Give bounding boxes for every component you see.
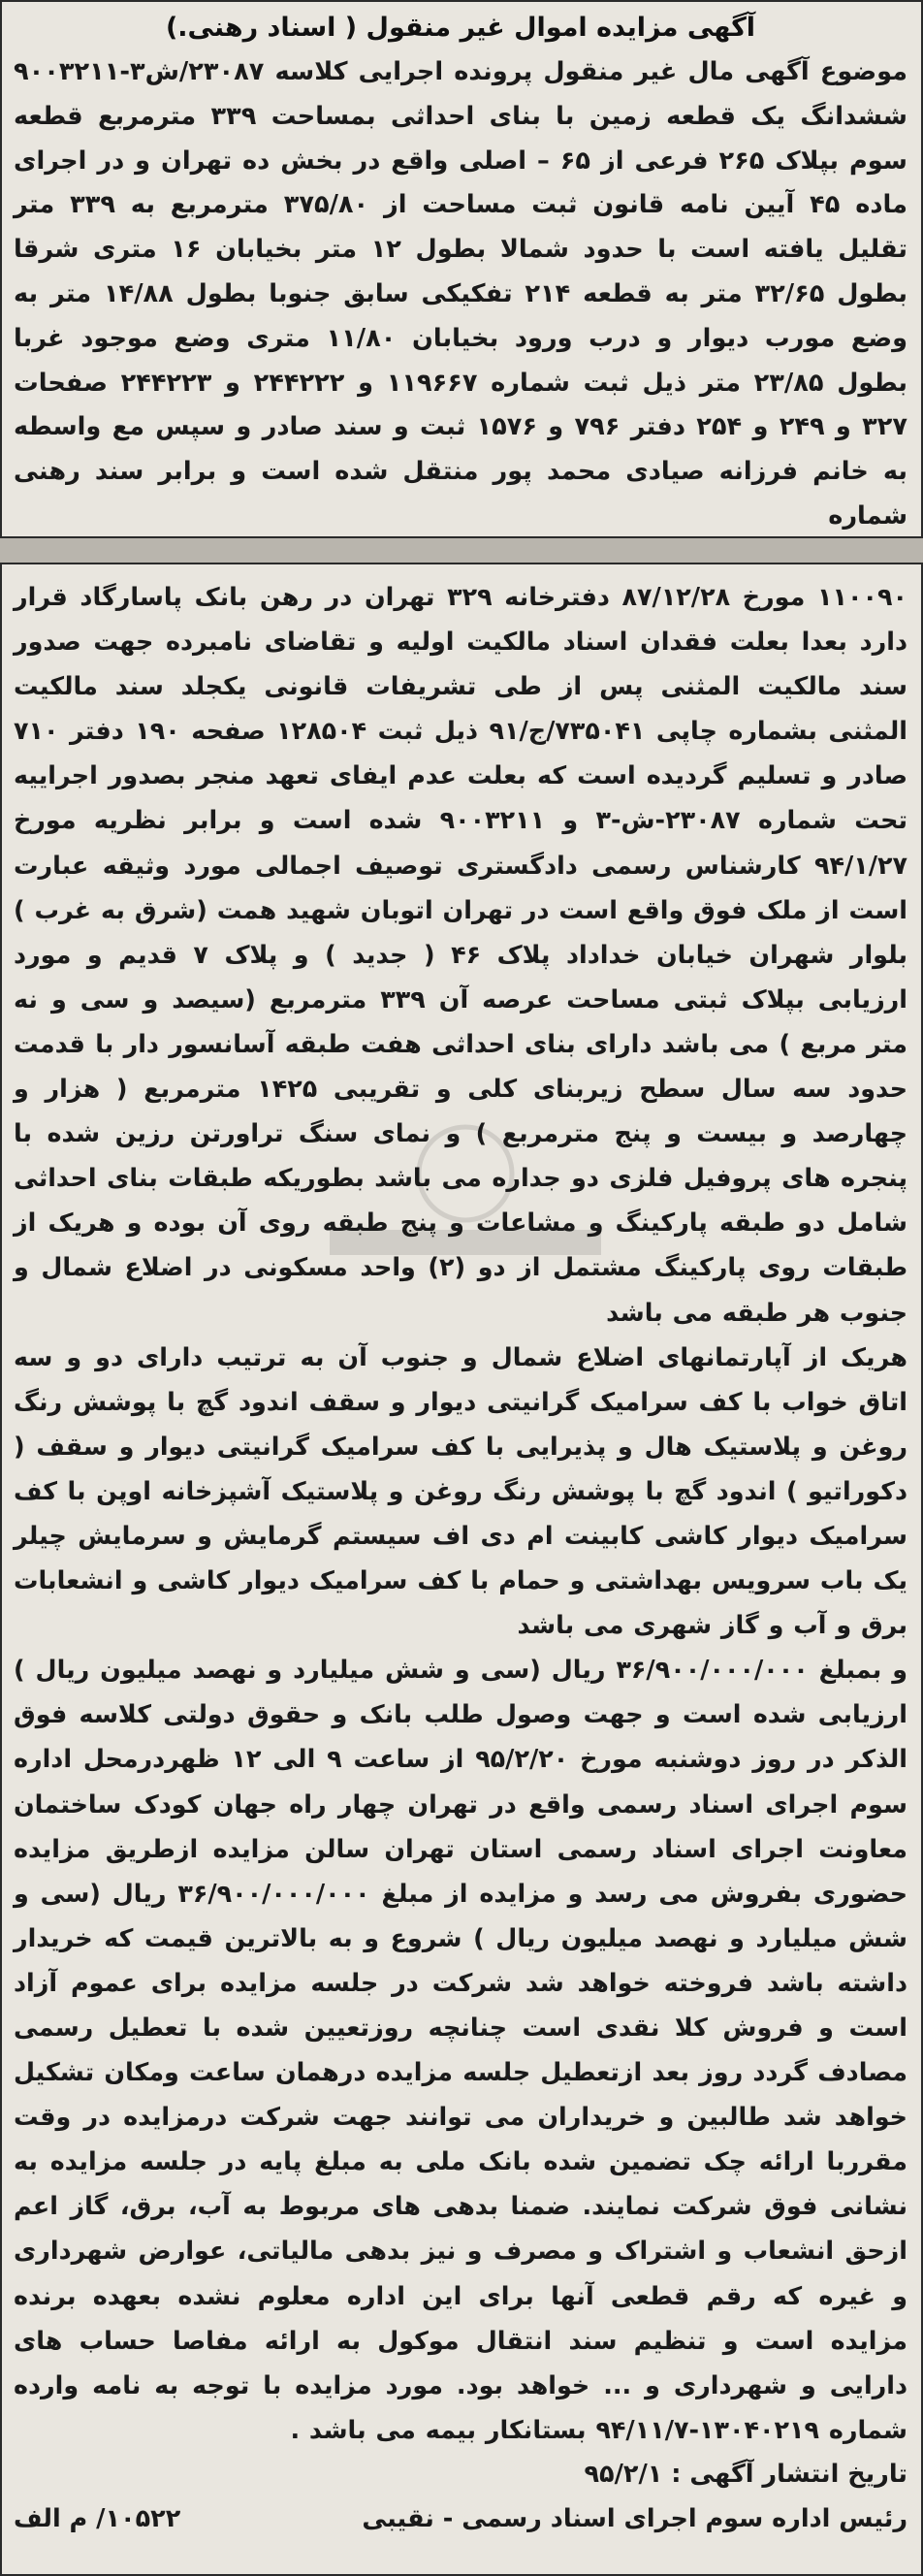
clip-separator: [0, 538, 923, 563]
notice-clip-bottom: [0, 563, 923, 2576]
notice-code: ۱۰۵۲۲/ م الف: [14, 2503, 181, 2533]
notice-title: آگهی مزایده اموال غیر منقول ( اسناد رهنی.): [165, 13, 756, 43]
notice-paragraph-subject: موضوع آگهی مال غیر منقول پرونده اجرایی کلاسه ۲۳۰۸۷/ش۳-۹۰۰۳۲۱۱ ششدانگ یک قطعه زمین با بنای احداثی بمساحت ۳۳۹ مترمربع قطعه سوم بپلاک ۲۶۵ فرعی از ۶۵ – اصلی واقع در بخش ده تهران و در اجرای ماده ۴۵ آیین نامه قانون ثبت مساحت از ۳۷۵/۸۰ مترمربع به ۳۳۹ متر تقلیل یافته است با حدود شمالا بطول ۱۲ متر بخیابان ۱۶ متری شرقا بطول ۳۲/۶۵ متر به قطعه ۲۱۴ تفکیکی سابق جنوبا بطول ۱۴/۸۸ متر به وضع مورب دیوار و درب ورود بخیابان ۱۱/۸۰ متری وضع موجود غربا بطول ۲۳/۸۵ متر ذیل ثبت شماره ۱۱۹۶۶۷ و ۲۴۴۲۲۲ و ۲۴۴۲۲۳ صفحات ۳۲۷ و ۲۴۹ و ۲۵۴ دفتر ۷۹۶ و ۱۵۷۶ ثبت و سند صادر و سپس مع واسطه به خانم فرزانه صیادی محمد پور منتقل شده است و برابر سند رهنی شماره: [14, 57, 908, 531]
notice-paragraph-mortgage: ۱۱۰۰۹۰ مورخ ۸۷/۱۲/۲۸ دفترخانه ۳۲۹ تهران در رهن بانک پاسارگاد قرار دارد بعدا بعلت فقدان اسناد مالکیت اولیه و تقاضای نامبرده جهت صدور سند مالکیت المثنی پس از طی تشریفات قانونی یکجلد سند مالکیت المثنی بشماره چاپی ۷۳۵۰۴۱/ج/۹۱ ذیل ثبت ۱۲۸۵۰۴ صفحه ۱۹۰ دفتر ۷۱۰ صادر و تسلیم گردیده است که بعلت عدم ایفای تعهد منجر بصدور اجراییه تحت شماره ۲۳۰۸۷-ش-۳ و ۹۰۰۳۲۱۱ شده است و برابر نظریه مورخ ۹۴/۱/۲۷ کارشناس رسمی دادگستری توصیف اجمالی مورد وثیقه عبارت است از ملک فوق واقع است در تهران اتوبان شهید همت (شرق به غرب ) بلوار شهران خیابان خداداد پلاک ۴۶ ( جدید ) و پلاک ۷ قدیم و مورد ارزیابی بپلاک ثبتی مساحت عرصه آن ۳۳۹ مترمربع (سیصد و سی و نه متر مربع ) می باشد دارای بنای احداثی هفت طبقه آسانسور دار با قدمت حدود سه سال سطح زیربنای کلی و تقریبی ۱۴۲۵ مترمربع ( هزار و چهارصد و بیست و پنج مترمربع ) و نمای سنگ تراورتن رزین شده با پنجره های پروفیل فلزی دو جداره می باشد بطوریکه طبقات بنای احداثی شامل دو طبقه پارکینگ و مشاعات و پنج طبقه روی آن بوده و هریک از طبقات روی پارکینگ مشتمل از دو (۲) واحد مسکونی در اضلاع شمال و جنوب هر طبقه می باشد: [14, 582, 908, 1327]
publish-date-row: [14, 2452, 907, 2496]
signer-name: رئیس اداره سوم اجرای اسناد رسمی - نقیبی: [362, 2503, 907, 2533]
notice-paragraph-apartments: هریک از آپارتمانهای اضلاع شمال و جنوب آن به ترتیب دارای دو و سه اتاق خواب با کف سرامیک گرانیتی دیوار و سقف اندود گچ با پوشش رنگ روغن و پلاستیک هال و پذیرایی با کف سرامیک گرانیتی دیوار و سقف ( دکوراتیو ) اندود گچ با پوشش رنگ روغن و پلاستیک آشپزخانه اوپن با کف سرامیک دیوار کاشی کابینت ام دی اف سیستم گرمایش و سرمایش چیلر یک باب سرویس بهداشتی و حمام با کف سرامیک دیوار کاشی و انشعابات برق و آب و گاز شهری می باشد: [14, 1341, 907, 1640]
signature-row: [14, 2496, 907, 2541]
notice-clip-top: [0, 0, 923, 538]
publish-date: تاریخ انتشار آگهی : ۹۵/۲/۱: [584, 2459, 907, 2489]
notice-paragraph-auction: و بمبلغ ۳۶/۹۰۰/۰۰۰/۰۰۰ ریال (سی و شش میلیارد و نهصد میلیون ریال ) ارزیابی شده است و جهت وصول طلب بانک و حقوق دولتی کلاسه فوق الذکر در روز دوشنبه مورخ ۹۵/۲/۲۰ از ساعت ۹ الی ۱۲ ظهردرمحل اداره سوم اجرای اسناد رسمی واقع در تهران چهار راه جهان کودک ساختمان معاونت اجرای اسناد رسمی استان تهران سالن مزایده ازطریق مزایده حضوری بفروش می رسد و مزایده از مبلغ ۳۶/۹۰۰/۰۰۰/۰۰۰ ریال (سی و شش میلیارد و نهصد میلیون ریال ) شروع و به بالاترین قیمت که خریدار داشته باشد فروخته خواهد شد شرکت در جلسه مزایده برای عموم آزاد است و فروش کلا نقدی است چنانچه روزتعیین شده با تعطیل رسمی مصادف گردد روز بعد ازتعطیل جلسه مزایده درهمان ساعت ومکان تشکیل خواهد شد طالبین و خریداران می توانند جهت شرکت درمزایده در وقت مقرربا ارائه چک تضمین شده بانک ملی به مبلغ پایه در جلسه مزایده به نشانی فوق شرکت نمایند. ضمنا بدهی های مربوط به آب، برق، گاز اعم ازحق انشعاب و اشتراک و مصرف و نیز بدهی مالیاتی، عوارض شهرداری و غیره که رقم قطعی آنها برای این اداره معلوم نشده بعهده برنده مزایده است و تنظیم سند انتقال موکول به ارائه مفاصا حساب های دارایی و شهرداری و ... خواهد بود. مورد مزایده با توجه به نامه وارده شماره ۱۳۰۴۰۲۱۹-۹۴/۱۱/۷ بستانکار بیمه می باشد .: [14, 1655, 908, 2444]
